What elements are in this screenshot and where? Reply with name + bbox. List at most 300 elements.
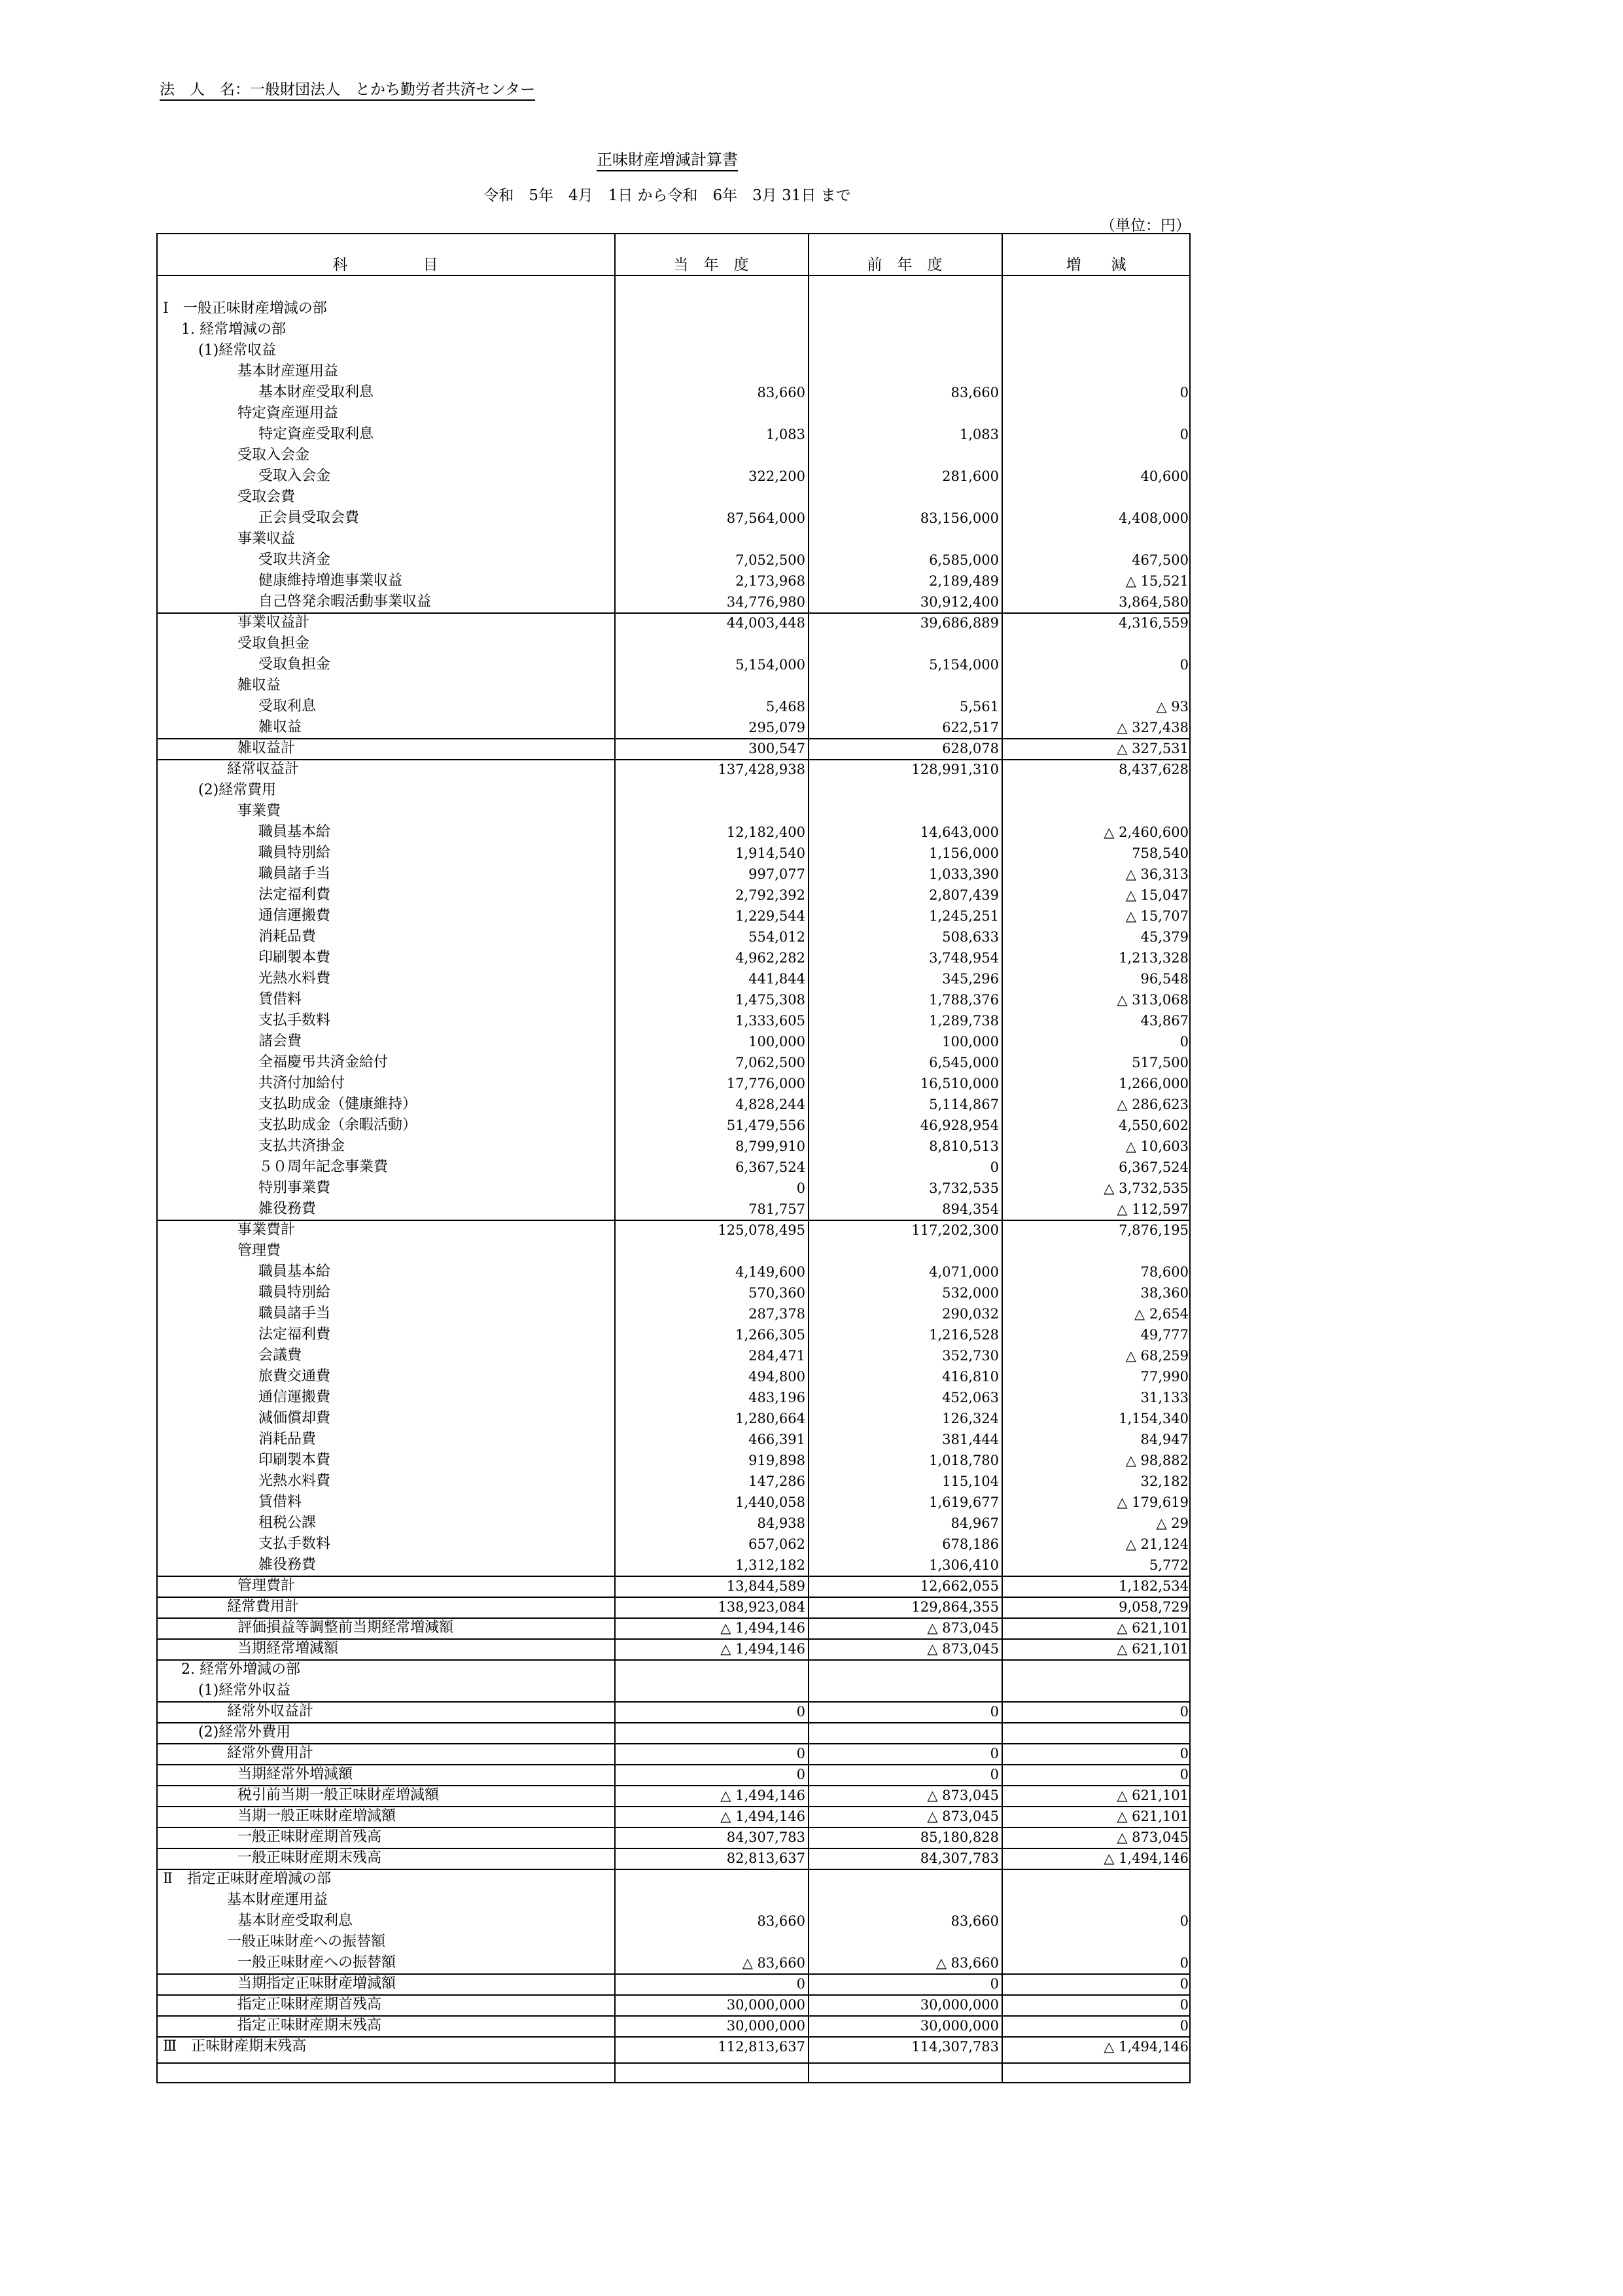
table-row: [156, 906, 1191, 927]
previous-year-value: △ 873,045: [927, 1788, 999, 1803]
previous-year-value: 126,324: [942, 1411, 999, 1426]
previous-year-value: 1,083: [959, 427, 999, 442]
previous-year-value: △ 873,045: [927, 1809, 999, 1824]
previous-year-value: 0: [990, 1767, 999, 1782]
change-value: 0: [1179, 1767, 1189, 1782]
change-value: 0: [1179, 427, 1189, 442]
change-value: △ 179,619: [1117, 1494, 1189, 1510]
row-label: 印刷製本費: [258, 1452, 331, 1468]
table-row: [156, 1492, 1191, 1513]
previous-year-value: 0: [990, 1704, 999, 1720]
current-year-value: 44,003,448: [726, 615, 805, 631]
row-label: 基本財産受取利息: [237, 1913, 353, 1929]
table-row: [156, 1199, 1191, 1220]
table-row: [156, 843, 1191, 864]
row-label: 指定正味財産期末残高: [237, 2017, 382, 2034]
table-row: [156, 696, 1191, 717]
table-row: [156, 319, 1191, 340]
table-row: [156, 1743, 1191, 1764]
current-year-value: 295,079: [748, 720, 805, 735]
current-year-value: 0: [796, 1746, 805, 1761]
current-year-value: 82,813,637: [726, 1850, 805, 1866]
statement-table: [156, 233, 1191, 2083]
row-label: 支払手数料: [258, 1012, 331, 1029]
change-value: △ 1,494,146: [1104, 1850, 1189, 1866]
change-value: △ 327,531: [1117, 741, 1189, 756]
current-year-value: 4,962,282: [735, 950, 805, 966]
row-label: 職員特別給: [258, 1284, 331, 1301]
change-value: 77,990: [1140, 1369, 1189, 1385]
row-label: 2. 経常外増減の部: [181, 1661, 300, 1678]
table-row: [156, 1303, 1191, 1324]
row-label: Ⅰ 一般正味財産増減の部: [163, 300, 327, 317]
current-year-value: △ 83,660: [742, 1955, 805, 1971]
corporation-name: 法 人 名：一般財団法人 とかち勤労者共済センター: [160, 77, 535, 99]
row-label: 経常外費用計: [227, 1745, 314, 1761]
change-value: 1,154,340: [1119, 1411, 1189, 1426]
change-value: 0: [1179, 385, 1189, 400]
table-row: [156, 1471, 1191, 1492]
previous-year-value: 290,032: [942, 1306, 999, 1322]
table-row: [156, 1722, 1191, 1743]
previous-year-value: 452,063: [942, 1390, 999, 1405]
table-row: [156, 1408, 1191, 1429]
table-row: [156, 864, 1191, 885]
row-label: 健康維持増進事業収益: [258, 573, 403, 589]
row-label: 正会員受取会費: [258, 510, 360, 526]
document-title: 正味財産増減計算書: [0, 147, 1335, 169]
table-row: [156, 1827, 1191, 1848]
row-label: 基本財産受取利息: [258, 384, 374, 400]
change-value: 4,550,602: [1119, 1118, 1189, 1133]
previous-year-value: △ 873,045: [927, 1620, 999, 1636]
current-year-value: 4,149,600: [735, 1264, 805, 1280]
previous-year-value: 628,078: [942, 741, 999, 756]
table-row: [156, 298, 1191, 319]
table-row: [156, 1324, 1191, 1345]
table-row: [156, 1597, 1191, 1617]
row-label: 評価損益等調整前当期経常増減額: [237, 1619, 454, 1636]
row-label: 光熱水料費: [258, 970, 331, 987]
previous-year-value: 416,810: [942, 1369, 999, 1385]
current-year-value: 51,479,556: [726, 1118, 805, 1133]
row-label: 事業費: [237, 803, 281, 819]
current-year-value: 84,938: [757, 1515, 805, 1531]
row-label: Ⅱ 指定正味財産増減の部: [163, 1871, 331, 1887]
table-row: [156, 382, 1191, 403]
fiscal-period: 令和 5年 4月 1日 から令和 6年 3月 31日 まで: [483, 187, 851, 204]
change-value: △ 2,654: [1134, 1306, 1189, 1322]
table-row: [156, 487, 1191, 508]
change-value: 0: [1179, 1997, 1189, 2013]
table-row: [156, 592, 1191, 612]
table-row: [156, 1136, 1191, 1157]
change-value: 45,379: [1140, 929, 1189, 945]
change-value: 758,540: [1132, 845, 1189, 861]
table-row: [156, 2015, 1191, 2036]
previous-year-value: 100,000: [942, 1034, 999, 1050]
table-row: [156, 1659, 1191, 1680]
row-label: 自己啓発余暇活動事業収益: [258, 593, 432, 610]
row-label: 法定福利費: [258, 1326, 331, 1343]
row-label: 管理費計: [237, 1578, 296, 1594]
current-year-value: 87,564,000: [726, 510, 805, 526]
previous-year-value: 30,000,000: [920, 1997, 999, 2013]
previous-year-value: 5,561: [959, 699, 999, 715]
table-row: [156, 1262, 1191, 1282]
table-row: [156, 1345, 1191, 1366]
table-row: [156, 1366, 1191, 1387]
table-row: [156, 508, 1191, 529]
table-row: [156, 529, 1191, 550]
previous-year-value: 39,686,889: [920, 615, 999, 631]
subtotal-rule: [156, 1722, 1191, 1723]
current-year-value: 483,196: [748, 1390, 805, 1405]
previous-year-value: 1,289,738: [929, 1013, 999, 1029]
current-year-value: 4,828,244: [735, 1097, 805, 1112]
previous-year-value: 622,517: [942, 720, 999, 735]
change-value: △ 3,732,535: [1104, 1180, 1189, 1196]
table-row: [156, 445, 1191, 466]
table-row: [156, 1073, 1191, 1094]
change-value: 0: [1179, 657, 1189, 673]
change-value: 467,500: [1132, 552, 1189, 568]
current-year-value: 17,776,000: [726, 1076, 805, 1091]
row-label: 印刷製本費: [258, 949, 331, 966]
change-value: △ 286,623: [1117, 1097, 1189, 1112]
current-year-value: 1,266,305: [735, 1327, 805, 1343]
table-row: [156, 1701, 1191, 1722]
table-row: [156, 1220, 1191, 1241]
current-year-value: 1,914,540: [735, 845, 805, 861]
table-row: [156, 612, 1191, 633]
row-label: 支払手数料: [258, 1536, 331, 1552]
row-label: (2)経常費用: [198, 782, 277, 798]
change-value: 0: [1179, 1704, 1189, 1720]
current-year-value: 5,468: [765, 699, 805, 715]
row-label: 減価償却費: [258, 1410, 331, 1426]
table-row: [156, 1450, 1191, 1471]
table-row: [156, 654, 1191, 675]
row-label: 雑役務費: [258, 1201, 317, 1217]
current-year-value: △ 1,494,146: [720, 1809, 805, 1824]
column-header-subject: 科 目: [332, 256, 438, 274]
current-year-value: 138,923,084: [718, 1599, 805, 1615]
table-row: [156, 1241, 1191, 1262]
row-label: 受取負担金: [258, 656, 331, 673]
row-label: 消耗品費: [258, 1431, 317, 1447]
current-year-value: △ 1,494,146: [720, 1620, 805, 1636]
currency-unit: （単位：円）: [1100, 217, 1191, 234]
previous-year-value: 508,633: [942, 929, 999, 945]
row-label: (1)経常外収益: [198, 1682, 291, 1699]
column-header-change: 増 減: [1066, 256, 1126, 274]
row-label: 会議費: [258, 1347, 302, 1364]
current-year-value: 554,012: [748, 929, 805, 945]
table-row: [156, 424, 1191, 445]
table-row: [156, 1911, 1191, 1932]
current-year-value: 6,367,524: [735, 1159, 805, 1175]
previous-year-value: 1,033,390: [929, 866, 999, 882]
current-year-value: 100,000: [748, 1034, 805, 1050]
table-row: [156, 717, 1191, 738]
change-value: △ 327,438: [1117, 720, 1189, 735]
row-label: 法定福利費: [258, 887, 331, 903]
current-year-value: 657,062: [748, 1536, 805, 1552]
current-year-value: 34,776,980: [726, 594, 805, 610]
table-row: [156, 927, 1191, 947]
change-value: 31,133: [1140, 1390, 1189, 1405]
table-row: [156, 1157, 1191, 1178]
previous-year-value: 114,307,783: [911, 2039, 999, 2055]
row-label: 職員特別給: [258, 845, 331, 861]
row-label: 当期経常増減額: [237, 1640, 339, 1657]
table-row: [156, 1513, 1191, 1534]
previous-year-value: 117,202,300: [911, 1222, 999, 1238]
row-label: 事業費計: [237, 1222, 296, 1238]
previous-year-value: 3,732,535: [929, 1180, 999, 1196]
change-value: △ 15,521: [1125, 573, 1189, 589]
previous-year-value: 115,104: [942, 1474, 999, 1489]
previous-year-value: 894,354: [942, 1201, 999, 1217]
row-label: 通信運搬費: [258, 1389, 331, 1405]
table-row: [156, 361, 1191, 382]
change-value: 1,182,534: [1119, 1578, 1189, 1594]
row-label: 事業収益: [237, 531, 296, 547]
row-label: 受取負担金: [237, 635, 310, 652]
row-label: 1. 経常増減の部: [181, 321, 286, 338]
current-year-value: 1,475,308: [735, 992, 805, 1008]
current-year-value: 5,154,000: [735, 657, 805, 673]
table-row: [156, 885, 1191, 906]
current-year-value: 0: [796, 1180, 805, 1196]
previous-year-value: 6,545,000: [929, 1055, 999, 1070]
row-label: 支払助成金（健康維持）: [258, 1096, 417, 1112]
previous-year-value: 1,619,677: [929, 1494, 999, 1510]
change-value: 0: [1179, 2018, 1189, 2034]
current-year-value: 0: [796, 1767, 805, 1782]
previous-year-value: 352,730: [942, 1348, 999, 1364]
row-label: 事業収益計: [237, 614, 310, 631]
change-value: △ 621,101: [1117, 1641, 1189, 1657]
change-value: △ 873,045: [1117, 1829, 1189, 1845]
row-label: 一般正味財産への振替額: [227, 1934, 386, 1950]
current-year-value: 1,229,544: [735, 908, 805, 924]
current-year-value: 1,440,058: [735, 1494, 805, 1510]
change-value: △ 621,101: [1117, 1809, 1189, 1824]
row-label: 雑収益: [237, 677, 281, 694]
header-rule: [156, 275, 1191, 276]
previous-year-value: △ 873,045: [927, 1641, 999, 1657]
row-label: 光熱水料費: [258, 1473, 331, 1489]
table-row: [156, 822, 1191, 843]
current-year-value: 7,052,500: [735, 552, 805, 568]
row-label: 経常収益計: [227, 761, 300, 777]
change-value: 3,864,580: [1119, 594, 1189, 610]
change-value: △ 15,707: [1125, 908, 1189, 924]
table-row: [156, 1638, 1191, 1659]
row-label: 基本財産運用益: [227, 1892, 328, 1908]
change-value: 38,360: [1140, 1285, 1189, 1301]
change-value: 8,437,628: [1119, 762, 1189, 777]
table-row: [156, 1994, 1191, 2015]
previous-year-value: 12,662,055: [920, 1578, 999, 1594]
table-row: [156, 1617, 1191, 1638]
row-label: 一般正味財産期末残高: [237, 1850, 382, 1866]
current-year-value: 284,471: [748, 1348, 805, 1364]
column-header-previous-year: 前 年 度: [867, 256, 943, 274]
current-year-value: 30,000,000: [726, 2018, 805, 2034]
current-year-value: 0: [796, 1976, 805, 1992]
previous-year-value: 84,307,783: [920, 1850, 999, 1866]
row-label: 当期指定正味財産増減額: [237, 1975, 396, 1992]
change-value: 1,213,328: [1119, 950, 1189, 966]
current-year-value: 84,307,783: [726, 1829, 805, 1845]
table-row: [156, 1555, 1191, 1576]
change-value: △ 15,047: [1125, 887, 1189, 903]
current-year-value: 287,378: [748, 1306, 805, 1322]
previous-year-value: 3,748,954: [929, 950, 999, 966]
row-label: 職員諸手当: [258, 1305, 331, 1322]
previous-year-value: 129,864,355: [911, 1599, 999, 1615]
row-label: 全福慶弔共済金給付: [258, 1054, 389, 1070]
current-year-value: △ 1,494,146: [720, 1788, 805, 1803]
change-value: 43,867: [1140, 1013, 1189, 1029]
previous-year-value: 1,018,780: [929, 1453, 999, 1468]
table-row: [156, 1052, 1191, 1073]
current-year-value: 322,200: [748, 468, 805, 484]
current-year-value: 8,799,910: [735, 1139, 805, 1154]
previous-year-value: △ 83,660: [935, 1955, 999, 1971]
previous-year-value: 6,585,000: [929, 552, 999, 568]
table-row: [156, 675, 1191, 696]
statement-rows: [156, 298, 1191, 2057]
table-row: [156, 1932, 1191, 1952]
table-row: [156, 1534, 1191, 1555]
table-row: [156, 1178, 1191, 1199]
row-label: 賃借料: [258, 991, 302, 1008]
table-row: [156, 1890, 1191, 1911]
row-label: 指定正味財産期首残高: [237, 1996, 382, 2013]
row-label: 経常費用計: [227, 1598, 300, 1615]
table-row: [156, 801, 1191, 822]
row-label: 特定資産運用益: [237, 405, 339, 421]
previous-year-value: 1,245,251: [929, 908, 999, 924]
table-row: [156, 780, 1191, 801]
column-header-current-year: 当 年 度: [673, 256, 749, 274]
table-row: [156, 1010, 1191, 1031]
previous-year-value: 0: [990, 1159, 999, 1175]
current-year-value: 1,280,664: [735, 1411, 805, 1426]
row-label: 消耗品費: [258, 928, 317, 945]
table-row: [156, 633, 1191, 654]
previous-year-value: 2,189,489: [929, 573, 999, 589]
table-row: [156, 738, 1191, 759]
current-year-value: 0: [796, 1704, 805, 1720]
table-row: [156, 550, 1191, 571]
current-year-value: 83,660: [757, 1913, 805, 1929]
row-label: 受取共済金: [258, 552, 331, 568]
table-row: [156, 403, 1191, 424]
table-row: [156, 1282, 1191, 1303]
table-row: [156, 340, 1191, 361]
previous-year-value: 8,810,513: [929, 1139, 999, 1154]
change-value: 1,266,000: [1119, 1076, 1189, 1091]
previous-year-value: 16,510,000: [920, 1076, 999, 1091]
table-row: [156, 1387, 1191, 1408]
table-row: [156, 571, 1191, 592]
table-row: [156, 466, 1191, 487]
subtotal-rule: [156, 1659, 1191, 1661]
change-value: 0: [1179, 1976, 1189, 1992]
previous-year-value: 678,186: [942, 1536, 999, 1552]
current-year-value: 112,813,637: [718, 2039, 805, 2055]
current-year-value: 1,333,605: [735, 1013, 805, 1029]
current-year-value: 441,844: [748, 971, 805, 987]
previous-year-value: 0: [990, 1976, 999, 1992]
change-value: 49,777: [1140, 1327, 1189, 1343]
row-label: 職員諸手当: [258, 866, 331, 882]
row-label: 雑収益: [258, 719, 302, 735]
previous-year-value: 30,912,400: [920, 594, 999, 610]
table-row: [156, 1848, 1191, 1869]
current-year-value: 466,391: [748, 1432, 805, 1447]
previous-year-value: 1,306,410: [929, 1557, 999, 1573]
row-label: 通信運搬費: [258, 908, 331, 924]
current-year-value: 997,077: [748, 866, 805, 882]
change-value: 40,600: [1140, 468, 1189, 484]
change-value: 517,500: [1132, 1055, 1189, 1070]
row-label: 雑役務費: [258, 1557, 317, 1573]
current-year-value: 494,800: [748, 1369, 805, 1385]
previous-year-value: 2,807,439: [929, 887, 999, 903]
table-row: [156, 1785, 1191, 1806]
table-row: [156, 989, 1191, 1010]
table-row: [156, 1429, 1191, 1450]
change-value: △ 93: [1156, 699, 1189, 715]
row-label: 特別事業費: [258, 1180, 331, 1196]
change-value: △ 21,124: [1125, 1536, 1189, 1552]
row-label: 受取入会金: [258, 468, 331, 484]
change-value: 6,367,524: [1119, 1159, 1189, 1175]
row-label: 支払共済掛金: [258, 1138, 345, 1154]
row-label: 一般正味財産期首残高: [237, 1829, 382, 1845]
change-value: 4,408,000: [1119, 510, 1189, 526]
change-value: △ 621,101: [1117, 1788, 1189, 1803]
previous-year-value: 381,444: [942, 1432, 999, 1447]
change-value: △ 2,460,600: [1104, 824, 1189, 840]
table-row: [156, 1031, 1191, 1052]
row-label: 基本財産運用益: [237, 363, 339, 380]
row-label: 支払助成金（余暇活動）: [258, 1117, 417, 1133]
current-year-value: 2,173,968: [735, 573, 805, 589]
current-year-value: 1,312,182: [735, 1557, 805, 1573]
change-value: 32,182: [1140, 1474, 1189, 1489]
current-year-value: 13,844,589: [726, 1578, 805, 1594]
current-year-value: 7,062,500: [735, 1055, 805, 1070]
change-value: 0: [1179, 1955, 1189, 1971]
table-row: [156, 1764, 1191, 1785]
current-year-value: 125,078,495: [718, 1222, 805, 1238]
current-year-value: △ 1,494,146: [720, 1641, 805, 1657]
current-year-value: 1,083: [765, 427, 805, 442]
previous-year-value: 1,788,376: [929, 992, 999, 1008]
row-label: 特定資産受取利息: [258, 426, 374, 442]
table-bottom-rule: [156, 2062, 1191, 2064]
previous-year-value: 85,180,828: [920, 1829, 999, 1845]
change-value: 96,548: [1140, 971, 1189, 987]
row-label: 賃借料: [258, 1494, 302, 1510]
